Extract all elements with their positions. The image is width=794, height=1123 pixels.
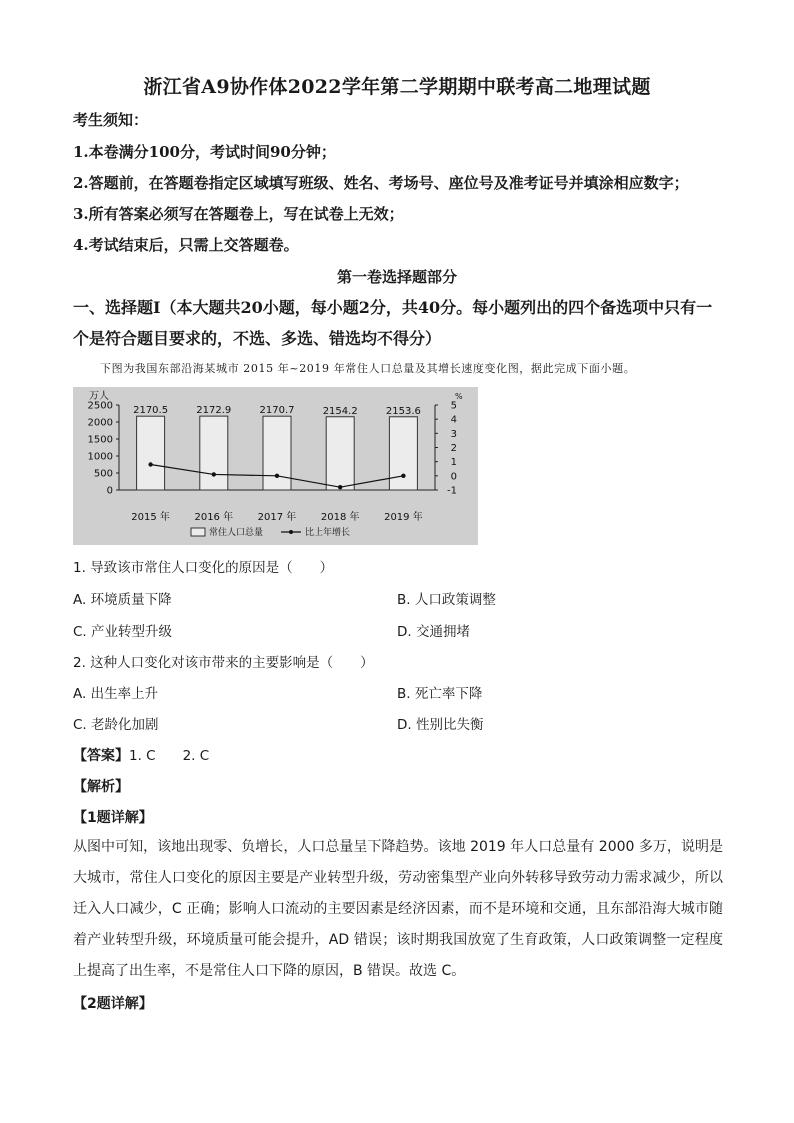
- x-tick-label: 2016 年: [194, 512, 234, 523]
- growth-point: [212, 472, 216, 476]
- right-tick-label: 0: [450, 471, 457, 483]
- population-bar: [200, 416, 228, 490]
- population-bar: [137, 416, 165, 490]
- q2-detail-label: 【2题详解】: [73, 996, 153, 1012]
- right-axis-unit: %: [455, 392, 463, 401]
- notice-item: 4.考试结束后，只需上交答题卷。: [73, 236, 299, 254]
- q1-detail-text: 从图中可知，该地出现零、负增长，人口总量呈下降趋势。该地 2019 年人口总量有 2000 多万，说明是大城市，常住人口变化的原因主要是产业转型升级，劳动密集型产业向外转移导致劳动力需求减少，所以迁入人口减少，C 正确；影响人口流动的主要因素是经济因素，而不是环境和交通，且东部沿海大城市随着产业转型升级，环境质量可能会提升，AD 错误；该时期我国放宽了生育政策，人口政策调整一定程度上提高了出生率，不是常住人口下降的原因，B 错误。故选 C。: [73, 839, 723, 979]
- question-stem: 2. 这种人口变化对该市带来的主要影响是（ ）: [73, 655, 374, 671]
- question-type-line2: 个是符合题目要求的，不选、多选、错选均不得分）: [73, 329, 442, 348]
- question-stem: 1. 导致该市常住人口变化的原因是（ ）: [73, 560, 334, 576]
- growth-point: [275, 474, 279, 478]
- population-bar: [326, 417, 354, 490]
- option-d: D. 性别比失衡: [397, 717, 484, 733]
- bar-data-label: 2172.9: [196, 405, 232, 417]
- legend-bar-swatch: [191, 528, 205, 536]
- right-tick-label: 1: [450, 457, 457, 469]
- x-tick-label: 2017 年: [257, 512, 297, 523]
- exam-title: 浙江省A9协作体2022学年第二学期期中联考高二地理试题: [143, 76, 651, 98]
- chart-caption: 下图为我国东部沿海某城市 2015 年~2019 年常住人口总量及其增长速度变化图，据此完成下面小题。: [100, 362, 636, 375]
- analysis-label: 【解析】: [73, 779, 129, 795]
- legend-line-label: 比上年增长: [305, 528, 351, 538]
- option-b: B. 死亡率下降: [397, 686, 483, 702]
- option-a: A. 环境质量下降: [73, 592, 172, 608]
- bar-data-label: 2170.7: [259, 405, 295, 417]
- option-b: B. 人口政策调整: [397, 592, 496, 608]
- left-tick-label: 1500: [87, 434, 113, 446]
- right-tick-label: 5: [450, 400, 457, 412]
- q1-detail-label: 【1题详解】: [73, 810, 153, 826]
- notice-item: 1.本卷满分100分，考试时间90分钟；: [73, 143, 336, 161]
- option-a: A. 出生率上升: [73, 686, 159, 702]
- right-tick-label: 3: [450, 428, 457, 440]
- left-tick-label: 2500: [87, 400, 113, 412]
- left-tick-label: 2000: [87, 417, 113, 429]
- left-tick-label: 500: [93, 468, 113, 480]
- option-d: D. 交通拥堵: [397, 624, 470, 640]
- left-axis-unit: 万人: [89, 391, 109, 402]
- option-c: C. 老龄化加剧: [73, 717, 159, 733]
- bar-data-label: 2153.6: [385, 405, 421, 417]
- population-bar: [263, 416, 291, 490]
- question-type-line1: 一、选择题Ⅰ（本大题共20小题，每小题2分，共40分。每小题列出的四个备选项中只有一: [73, 298, 713, 317]
- right-tick-label: 2: [450, 443, 457, 454]
- bar-data-label: 2170.5: [133, 405, 169, 417]
- notice-item: 2.答题前，在答题卷指定区域填写班级、姓名、考场号、座位号及准考证号并填涂相应数字；: [73, 174, 689, 192]
- answer-line: [73, 744, 209, 765]
- x-tick-label: 2019 年: [384, 512, 423, 523]
- x-tick-label: 2018 年: [320, 512, 360, 523]
- population-chart-svg: [73, 387, 478, 545]
- answer-text: 1. C 2. C: [129, 748, 210, 764]
- right-tick-label: 4: [450, 414, 457, 426]
- right-tick-label: -1: [447, 485, 457, 497]
- legend-bar-label: 常住人口总量: [209, 528, 264, 538]
- growth-point: [401, 474, 405, 478]
- bar-data-label: 2154.2: [322, 405, 358, 417]
- left-tick-label: 1000: [87, 451, 113, 463]
- notice-heading: 考生须知：: [73, 111, 149, 129]
- left-tick-label: 0: [106, 485, 113, 497]
- growth-point: [148, 462, 152, 466]
- answer-label: 【答案】: [73, 748, 129, 764]
- growth-point: [338, 485, 342, 489]
- x-tick-label: 2015 年: [131, 512, 170, 523]
- section-title: 第一卷选择题部分: [336, 268, 457, 286]
- notice-item: 3.所有答案必须写在答题卷上，写在试卷上无效；: [73, 205, 404, 223]
- population-chart: [73, 387, 478, 545]
- population-bar: [389, 417, 417, 490]
- option-c: C. 产业转型升级: [73, 624, 173, 640]
- legend-line-marker: [289, 530, 293, 534]
